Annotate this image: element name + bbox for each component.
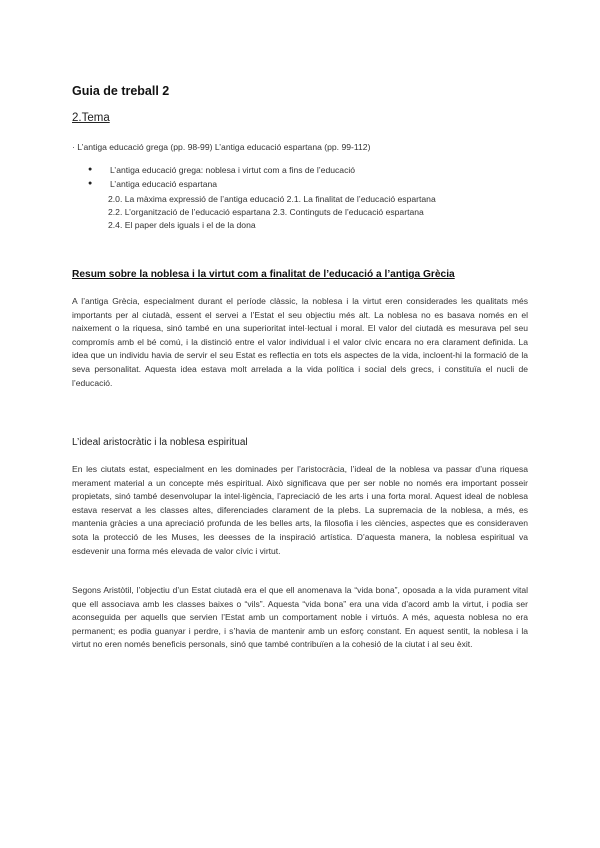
topic-bullet-list: [88, 163, 355, 191]
subheading-aristocratic-ideal: L’ideal aristocràtic i la noblesa espiritual: [72, 437, 248, 448]
intro-line: · L’antiga educació grega (pp. 98-99) L’antiga educació espartana (pp. 99-112): [72, 142, 371, 152]
section-heading: Resum sobre la noblesa i la virtut com a finalitat de l’educació a l’antiga Grècia: [72, 269, 455, 280]
topic-heading: 2.Tema: [72, 112, 110, 124]
subtopic-item: 2.0. La màxima expressió de l’antiga educació 2.1. La finalitat de l’educació espartana: [108, 194, 436, 204]
paragraph-aristocratic-ideal: En les ciutats estat, especialment en les dominades per l’aristocràcia, l’ideal de la noblesa va passar d’una riquesa merament material a un concepte més espiritual. Això significava que per ser noble no només era important posseir propietats, sinó també desenvolupar la intel·ligència, l’apreciació de les arts i una forta moral. Aquest ideal de noblesa estava reservat a les classes altes, diferenciades clarament de la plebs. La supremacia de la noblesa, a més, es mantenia gràcies a una apreciació profunda de les belles arts, la filosofia i les ciències, aspectes que es consideraven sota la protecció de les Muses, les deesses de la inspiració artística. D’aquesta manera, la noblesa espiritual va esdevenir una forma més elevada de valor cívic i virtut.: [72, 464, 528, 556]
list-item: ● L’antiga educació grega: noblesa i virtut com a fins de l’educació: [88, 163, 355, 177]
subtopic-list: [108, 193, 436, 232]
subtopic-item: 2.4. El paper dels iguals i el de la dona: [108, 220, 256, 230]
page-title: Guia de treball 2: [72, 84, 170, 98]
paragraph-aristotle: Segons Aristòtil, l’objectiu d’un Estat ciutadà era el que ell anomenava la “vida bona”, oposada a la vida purament vital que ell associava amb les classes baixes o “vils”. Aquesta “vida bona” era una vida d’acord amb la virtut, i podia ser aconseguida per aquells que servien l’Estat amb un comportament noble i virtuós. A més, aquesta noblesa no era permanent; es podia guanyar i perdre, i s’havia de mantenir amb un esforç constant. En aquest sentit, la noblesa i la virtut no eren només beneficis personals, sinó que també contribuïen a la cohesió de la ciutat i al seu èxit.: [72, 585, 528, 650]
list-item: ● L’antiga educació espartana: [88, 177, 355, 191]
subtopic-item: 2.2. L’organització de l’educació espartana 2.3. Continguts de l’educació espartana: [108, 207, 424, 217]
paragraph-nobility-virtue: A l’antiga Grècia, especialment durant el període clàssic, la noblesa i la virtut eren considerades les qualitats més importants per al ciutadà, essent el servei a l’Estat el seu objectiu més alt. La noblesa no es basava només en el naixement o la riquesa, sinó també en una superioritat intel·lectual i moral. El valor del ciutadà es mesurava pel seu compromís amb el bé comú, i la distinció entre el valor individual i el valor cívic encara no era clarament definida. La idea que un individu havia de servir el seu Estat es reflectia en tots els aspectes de la vida, incloent-hi la formació de la seva personalitat. Aquesta idea estava molt arrelada a la vida política i social dels grecs, i constituïa el nucli de l’educació.: [72, 296, 528, 388]
